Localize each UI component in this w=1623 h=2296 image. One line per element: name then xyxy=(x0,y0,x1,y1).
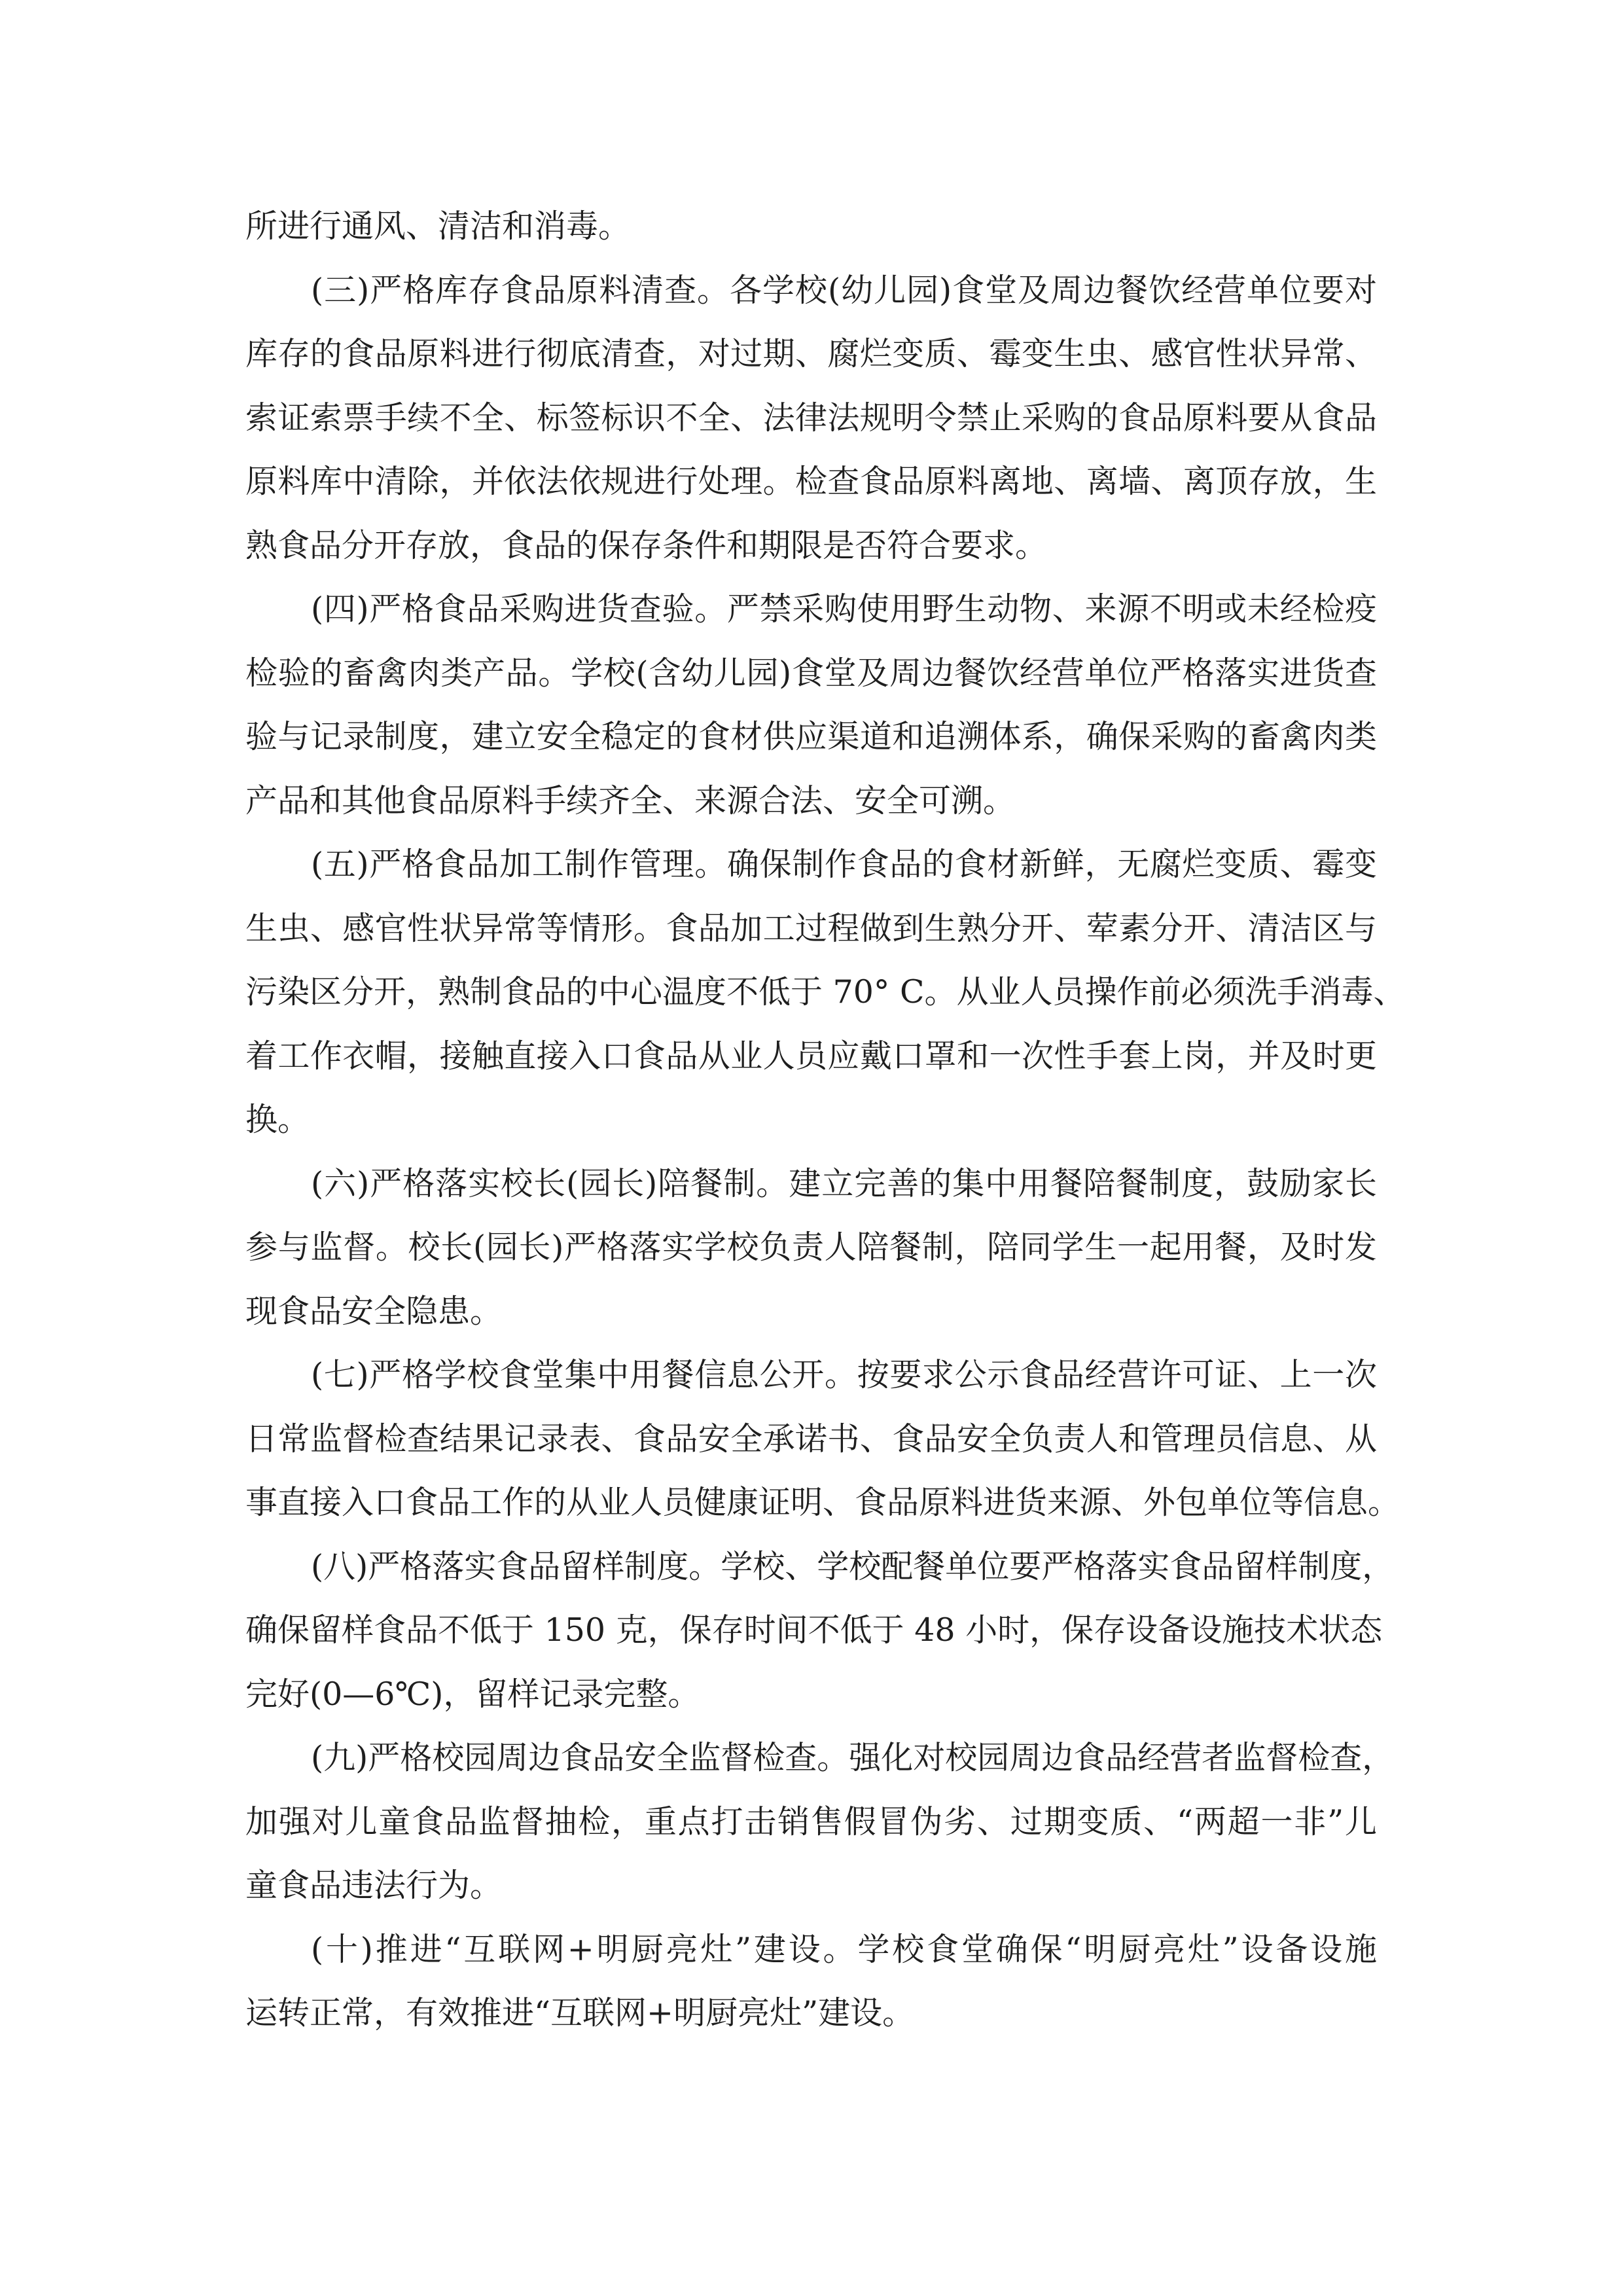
paragraph-line: (三)严格库存食品原料清查。各学校(幼儿园)食堂及周边餐饮经营单位要对 xyxy=(311,271,1377,309)
paragraph-line: 事直接入口食品工作的从业人员健康证明、食品原料进货来源、外包单位等信息。 xyxy=(245,1484,1400,1521)
paragraph-line: 熟食品分开存放，食品的保存条件和期限是否符合要求。 xyxy=(245,526,1048,564)
paragraph-line: 原料库中清除，并依法依规进行处理。检查食品原料离地、离墙、离顶存放，生 xyxy=(245,463,1377,500)
paragraph-line: 加强对儿童食品监督抽检，重点打击销售假冒伪劣、过期变质、“两超一非”儿 xyxy=(245,1803,1377,1840)
paragraph-line: 生虫、感官性状异常等情形。食品加工过程做到生熟分开、荤素分开、清洁区与 xyxy=(245,909,1377,947)
paragraph-line: 检验的畜禽肉类产品。学校(含幼儿园)食堂及周边餐饮经营单位严格落实进货查 xyxy=(245,654,1377,692)
paragraph-line: (九)严格校园周边食品安全监督检查。强化对校园周边食品经营者监督检查， xyxy=(311,1739,1395,1776)
paragraph-line: 参与监督。校长(园长)严格落实学校负责人陪餐制，陪同学生一起用餐，及时发 xyxy=(245,1229,1377,1266)
paragraph-line: 童食品违法行为。 xyxy=(245,1867,503,1904)
paragraph-section-8 xyxy=(245,1535,1395,1727)
paragraph-line: 换。 xyxy=(245,1101,310,1138)
paragraph-line: 日常监督检查结果记录表、食品安全承诺书、食品安全负责人和管理员信息、从 xyxy=(245,1420,1377,1458)
paragraph-section-3 xyxy=(245,259,1377,578)
paragraph-section-6 xyxy=(245,1152,1377,1344)
paragraph-line: 完好(0—6℃)，留样记录完整。 xyxy=(245,1675,700,1713)
paragraph-line: (六)严格落实校长(园长)陪餐制。建立完善的集中用餐陪餐制度，鼓励家长 xyxy=(311,1164,1377,1202)
paragraph-line: 污染区分开，熟制食品的中心温度不低于 70° C。从业人员操作前必须洗手消毒、 xyxy=(245,973,1406,1011)
paragraph-section-5 xyxy=(245,833,1406,1152)
paragraph-line: 运转正常，有效推进“互联网+明厨亮灶”建设。 xyxy=(245,1994,915,2032)
paragraph-line: (四)严格食品采购进货查验。严禁采购使用野生动物、来源不明或未经检疫 xyxy=(311,590,1377,628)
paragraph-line: 确保留样食品不低于 150 克，保存时间不低于 48 小时，保存设备设施技术状态 xyxy=(245,1611,1383,1649)
paragraph-continuation xyxy=(245,194,1377,259)
paragraph-line: (八)严格落实食品留样制度。学校、学校配餐单位要严格落实食品留样制度， xyxy=(311,1547,1395,1585)
paragraph-section-10 xyxy=(245,1918,1377,2045)
paragraph-section-4 xyxy=(245,577,1377,833)
paragraph-line: (十)推进“互联网+明厨亮灶”建设。学校食堂确保“明厨亮灶”设备设施 xyxy=(311,1930,1377,1968)
paragraph-line: 着工作衣帽，接触直接入口食品从业人员应戴口罩和一次性手套上岗，并及时更 xyxy=(245,1037,1377,1075)
body-text xyxy=(245,194,1406,2045)
paragraph-line: 索证索票手续不全、标签标识不全、法律法规明令禁止采购的食品原料要从食品 xyxy=(245,399,1377,437)
paragraph-line: (七)严格学校食堂集中用餐信息公开。按要求公示食品经营许可证、上一次 xyxy=(311,1356,1377,1393)
paragraph-line: 产品和其他食品原料手续齐全、来源合法、安全可溯。 xyxy=(245,781,1016,819)
paragraph-section-7 xyxy=(245,1343,1400,1535)
paragraph-line: (五)严格食品加工制作管理。确保制作食品的食材新鲜，无腐烂变质、霉变 xyxy=(311,846,1377,883)
paragraph-section-9 xyxy=(245,1726,1395,1918)
paragraph-line: 现食品安全隐患。 xyxy=(245,1292,503,1330)
paragraph-line: 库存的食品原料进行彻底清查，对过期、腐烂变质、霉变生虫、感官性状异常、 xyxy=(245,335,1377,372)
paragraph-line: 所进行通风、清洁和消毒。 xyxy=(245,207,631,245)
paragraph-line: 验与记录制度，建立安全稳定的食材供应渠道和追溯体系，确保采购的畜禽肉类 xyxy=(245,718,1377,755)
